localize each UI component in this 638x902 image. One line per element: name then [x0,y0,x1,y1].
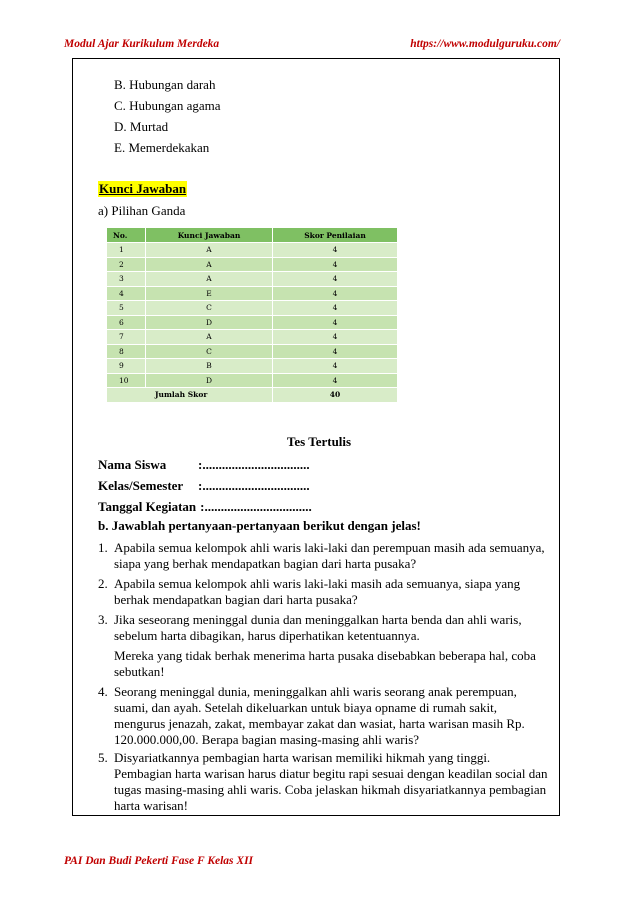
cell-skor: 4 [273,243,398,258]
question-text: Disyariatkannya pembagian harta warisan memiliki hikmah yang tinggi. Pembagian harta warisan harus diatur begitu rapi sesuai dengan keadilan social dan tugas masing-masing ahli waris. Coba jelaskan hikmah disyariatkannya pembagian harta warisan! [114,750,548,813]
answer-key-table [106,227,398,403]
answer-table-body [107,243,398,403]
kunci-jawaban-heading: Kunci Jawaban [99,181,187,196]
kelas-semester-row [98,478,310,494]
table-row [107,243,398,258]
question-1 [98,540,548,572]
header-title: Modul Ajar Kurikulum Merdeka [64,38,220,50]
nama-siswa-value: :................................. [198,457,310,472]
table-row [107,359,398,374]
total-value: 40 [273,388,398,403]
tanggal-kegiatan-row [98,499,312,515]
cell-skor: 4 [273,344,398,359]
tanggal-kegiatan-value: :................................. [200,499,312,514]
question-text: Apabila semua kelompok ahli waris laki-laki masih ada semuanya, siapa yang berhak mendapatkan bagian dari harta pusaka? [114,576,521,607]
table-total-row [107,388,398,403]
cell-skor: 4 [273,301,398,316]
cell-kunci: E [146,286,273,301]
kelas-semester-value: :................................. [198,478,310,493]
cell-kunci: C [146,301,273,316]
cell-no: 2 [107,257,146,272]
table-row [107,344,398,359]
question-number: 3. [98,612,108,627]
table-row [107,315,398,330]
question-number: 2. [98,576,108,591]
cell-skor: 4 [273,315,398,330]
cell-no: 8 [107,344,146,359]
nama-siswa-label: Nama Siswa [98,457,167,472]
question-3 [98,612,548,644]
footer-title: PAI Dan Budi Pekerti Fase F Kelas XII [64,855,254,867]
cell-no: 7 [107,330,146,345]
col-header-no: No. [107,228,146,243]
cell-no: 4 [107,286,146,301]
table-row [107,257,398,272]
table-header-row [107,228,398,243]
table-row [107,286,398,301]
cell-kunci: D [146,373,273,388]
cell-skor: 4 [273,359,398,374]
cell-skor: 4 [273,330,398,345]
cell-no: 5 [107,301,146,316]
cell-skor: 4 [273,373,398,388]
cell-no: 1 [107,243,146,258]
question-4 [98,684,548,748]
nama-siswa-row [98,457,310,473]
cell-kunci: A [146,272,273,287]
col-header-kunci: Kunci Jawaban [146,228,273,243]
table-row [107,272,398,287]
cell-skor: 4 [273,272,398,287]
option-b: B. Hubungan darah [114,77,216,92]
header-url-link[interactable]: https://www.modulguruku.com/ [410,38,560,50]
question-number: 5. [98,750,108,765]
table-row [107,330,398,345]
cell-kunci: A [146,243,273,258]
option-c: C. Hubungan agama [114,98,221,113]
kelas-semester-label: Kelas/Semester [98,478,184,493]
cell-no: 3 [107,272,146,287]
table-row [107,373,398,388]
total-label: Jumlah Skor [107,388,273,403]
question-number: 1. [98,540,108,555]
cell-no: 6 [107,315,146,330]
question-3-followup [98,648,548,680]
question-text: Seorang meninggal dunia, meninggalkan ahli waris seorang anak perempuan, suami, dan ayah. Setelah dikeluarkan untuk biaya opname di rumah sakit, mengurus jenazah, zakat, membayar zakat dan wasiat, harta warisan masih Rp. 120.000.000,00. Berapa bagian masing-masing ahli waris? [114,684,525,747]
option-d: D. Murtad [114,119,169,134]
cell-no: 10 [107,373,146,388]
cell-no: 9 [107,359,146,374]
cell-kunci: A [146,257,273,272]
question-number: 4. [98,684,108,699]
table-row [107,301,398,316]
tanggal-kegiatan-label: Tanggal Kegiatan [98,499,197,514]
option-e: E. Memerdekakan [114,140,210,155]
pilihan-ganda-label: a) Pilihan Ganda [98,203,186,218]
cell-skor: 4 [273,257,398,272]
tes-tertulis-title: Tes Tertulis [286,434,352,449]
essay-instruction: b. Jawablah pertanyaan-pertanyaan berikut dengan jelas! [98,518,421,533]
question-text: Jika seseorang meninggal dunia dan meninggalkan harta benda dan ahli waris, sebelum harta dibagikan, harus diperhatikan ketentuannya. [114,612,522,643]
cell-kunci: D [146,315,273,330]
question-5 [98,750,548,814]
cell-kunci: B [146,359,273,374]
cell-skor: 4 [273,286,398,301]
question-text: Mereka yang tidak berhak menerima harta pusaka disebabkan beberapa hal, coba sebutkan! [114,648,536,679]
question-text: Apabila semua kelompok ahli waris laki-laki dan perempuan masih ada semuanya, siapa yang berhak mendapatkan bagian dari harta pusaka? [114,540,545,571]
cell-kunci: A [146,330,273,345]
col-header-skor: Skor Penilaian [273,228,398,243]
question-2 [98,576,548,608]
cell-kunci: C [146,344,273,359]
